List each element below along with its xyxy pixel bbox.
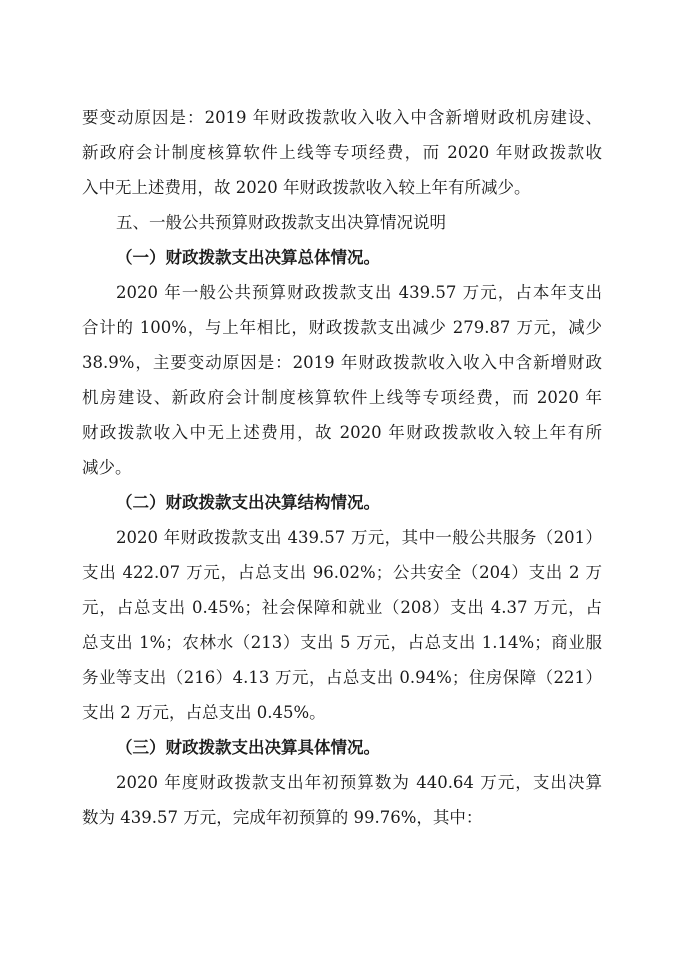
paragraph-line: 38.9%，主要变动原因是：2019 年财政拨款收入收入中含新增财政 — [82, 353, 602, 372]
paragraph-line: 财政拨款收入中无上述费用，故 2020 年财政拨款收入较上年有所 — [82, 423, 602, 442]
subsection-heading: （二）财政拨款支出决算结构情况。 — [116, 493, 380, 512]
paragraph-line: 2020 年度财政拨款支出年初预算数为 440.64 万元，支出决算 — [116, 773, 602, 792]
paragraph-line: 数为 439.57 万元，完成年初预算的 99.76%，其中： — [82, 808, 483, 827]
paragraph-line: 要变动原因是：2019 年财政拨款收入收入中含新增财政机房建设、 — [82, 108, 602, 127]
paragraph-line: 入中无上述费用，故 2020 年财政拨款收入较上年有所减少。 — [82, 178, 531, 197]
paragraph-line: 2020 年财政拨款支出 439.57 万元，其中一般公共服务（201） — [116, 528, 602, 547]
paragraph-line: 元，占总支出 0.45%；社会保障和就业（208）支出 4.37 万元，占 — [82, 598, 602, 617]
paragraph-line: 总支出 1%；农林水（213）支出 5 万元，占总支出 1.14%；商业服 — [82, 633, 602, 652]
paragraph-line: 支出 2 万元，占总支出 0.45%。 — [82, 703, 326, 722]
paragraph-line: 务业等支出（216）4.13 万元，占总支出 0.94%；住房保障（221） — [82, 668, 602, 687]
paragraph-line: 2020 年一般公共预算财政拨款支出 439.57 万元，占本年支出 — [116, 283, 602, 302]
paragraph-line: 支出 422.07 万元，占总支出 96.02%；公共安全（204）支出 2 万 — [82, 563, 602, 582]
paragraph-line: 合计的 100%，与上年相比，财政拨款支出减少 279.87 万元，减少 — [82, 318, 602, 337]
paragraph-line: 减少。 — [82, 458, 132, 477]
subsection-heading: （一）财政拨款支出决算总体情况。 — [116, 248, 380, 267]
paragraph-line: 机房建设、新政府会计制度核算软件上线等专项经费，而 2020 年 — [82, 388, 602, 407]
subsection-heading: （三）财政拨款支出决算具体情况。 — [116, 738, 380, 757]
paragraph-line: 新政府会计制度核算软件上线等专项经费，而 2020 年财政拨款收 — [82, 143, 602, 162]
section-heading: 五、一般公共预算财政拨款支出决算情况说明 — [116, 213, 446, 232]
